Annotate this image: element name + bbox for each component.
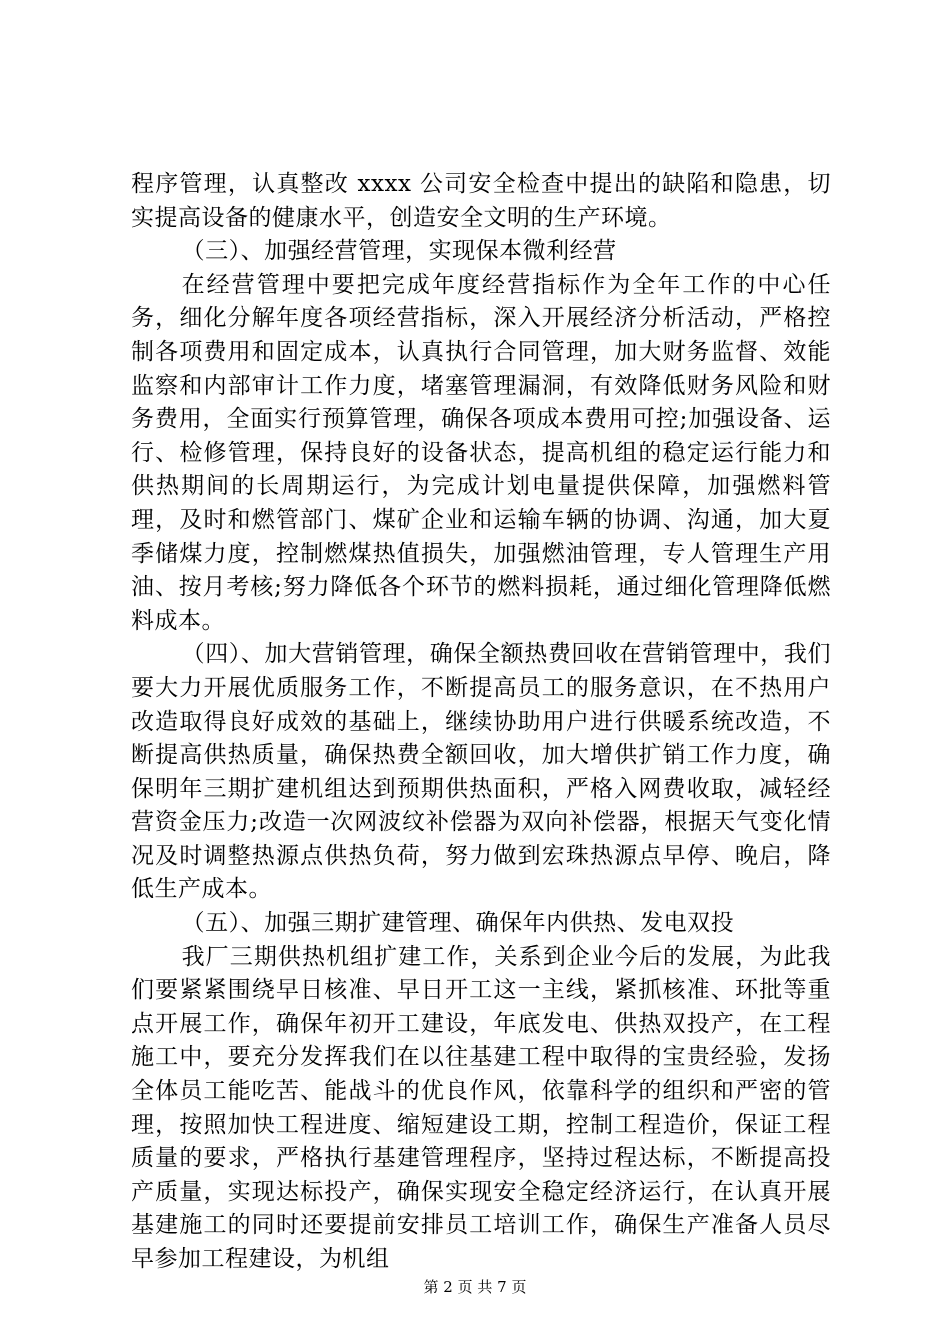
section-heading-5: （五）、加强三期扩建管理、确保年内供热、发电双投 bbox=[181, 910, 735, 937]
paragraph-operations: 在经营管理中要把完成年度经营指标作为全年工作的中心任务，细化分解年度各项经营指标，深入开展经济分析活动，严格控制各项费用和固定成本，认真执行合同管理，加大财务监督、效能监察和内部审计工作力度，堵塞管理漏洞，有效降低财务风险和财务费用，全面实行预算管理，确保各项成本费用可控;加强设备、运行、检修管理，保持良好的设备状态，提高机组的稳定运行能力和供热期间的长周期运行，为完成计划电量提供保障，加强燃料管理，及时和燃管部门、煤矿企业和运输车辆的协调、沟通，加大夏季储煤力度，控制燃煤热值损失，加强燃油管理，专人管理生产用油、按月考核;努力降低各个环节的燃料损耗，通过细化管理降低燃料成本。 bbox=[131, 271, 831, 634]
page-number-footer: 第 2 页 共 7 页 bbox=[423, 1278, 527, 1296]
document-body bbox=[131, 168, 831, 1277]
section-heading-3: （三）、加强经营管理，实现保本微利经营 bbox=[181, 238, 617, 265]
paragraph-continuation: 程序管理，认真整改 xxxx 公司安全检查中提出的缺陷和隐患，切实提高设备的健康水平，创造安全文明的生产环境。 bbox=[131, 171, 831, 231]
paragraph-expansion: 我厂三期供热机组扩建工作，关系到企业今后的发展，为此我们要紧紧围绕早日核准、早日开工这一主线，紧抓核准、环批等重点开展工作，确保年初开工建设，年底发电、供热双投产，在工程施工中，要充分发挥我们在以往基建工程中取得的宝贵经验，发扬全体员工能吃苦、能战斗的优良作风，依靠科学的组织和严密的管理，按照加快工程进度、缩短建设工期，控制工程造价，保证工程质量的要求，严格执行基建管理程序，坚持过程达标，不断提高投产质量，实现达标投产，确保实现安全稳定经济运行，在认真开展基建施工的同时还要提前安排员工培训工作，确保生产准备人员尽早参加工程建设，为机组 bbox=[131, 943, 831, 1272]
section-heading-4: （四）、加大营销管理，确保全额热费回收在营销管理中，我们要大力开展优质服务工作，不断提高员工的服务意识，在不热用户改造取得良好成效的基础上，继续协助用户进行供暖系统改造，不断提高供热质量，确保热费全额回收，加大增供扩销工作力度，确保明年三期扩建机组达到预期供热面积，严格入网费收取，减轻经营资金压力;改造一次网波纹补偿器为双向补偿器，根据天气变化情况及时调整热源点供热负荷，努力做到宏珠热源点早停、晚启，降低生产成本。 bbox=[131, 641, 831, 903]
